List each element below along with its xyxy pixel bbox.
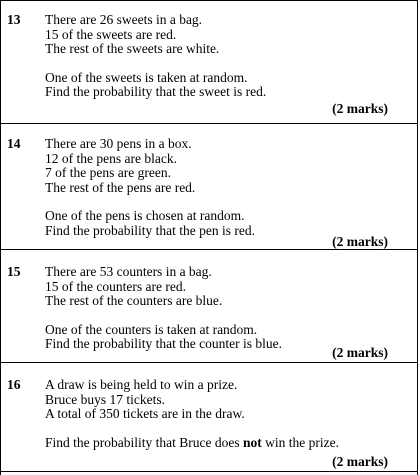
marks-label: (2 marks) (332, 101, 388, 116)
question-number: 15 (7, 264, 21, 279)
question-number: 14 (7, 136, 21, 151)
emphasis-text: not (242, 434, 262, 450)
question-15 (1, 250, 418, 361)
question-line: A draw is being held to win a prize. (45, 377, 238, 392)
marks-label: (2 marks) (332, 454, 388, 469)
question-divider (1, 471, 418, 472)
question-line: One of the counters is taken at random. (45, 321, 258, 337)
question-line: There are 53 counters in a bag. (45, 264, 212, 279)
question-text-part: Find the probability that Bruce does (45, 434, 243, 450)
question-16 (1, 363, 418, 475)
question-line: 15 of the sweets are red. (45, 26, 177, 42)
question-text (45, 137, 408, 238)
question-line: 12 of the pens are black. (45, 150, 177, 166)
question-13 (1, 0, 418, 124)
question-text (45, 13, 408, 100)
question-text (45, 378, 408, 450)
question-line: The rest of the pens are red. (45, 179, 196, 195)
question-line: One of the pens is chosen at random. (45, 208, 245, 223)
question-line: Find the probability that the pen is red. (45, 222, 255, 238)
question-line: A total of 350 tickets are in the draw. (45, 406, 245, 421)
question-line: 15 of the counters are red. (45, 278, 186, 294)
question-line: The rest of the counters are blue. (45, 293, 223, 308)
question-line: Find the probability that the counter is blue. (45, 336, 282, 351)
question-text-part: win the prize. (261, 434, 339, 450)
question-line: 7 of the pens are green. (45, 165, 171, 180)
question-number: 16 (7, 377, 21, 392)
marks-label: (2 marks) (332, 234, 388, 249)
question-line: One of the sweets is taken at random. (45, 69, 248, 85)
question-14 (1, 124, 418, 249)
question-line: Find the probability that the sweet is red. (45, 84, 267, 99)
question-line (45, 436, 408, 451)
question-number: 13 (7, 12, 21, 27)
question-line: Bruce buys 17 tickets. (45, 391, 165, 407)
question-line: The rest of the sweets are white. (45, 41, 220, 56)
question-text (45, 265, 408, 352)
question-line: There are 26 sweets in a bag. (45, 12, 203, 27)
question-line: There are 30 pens in a box. (45, 136, 192, 151)
marks-label: (2 marks) (332, 345, 388, 360)
